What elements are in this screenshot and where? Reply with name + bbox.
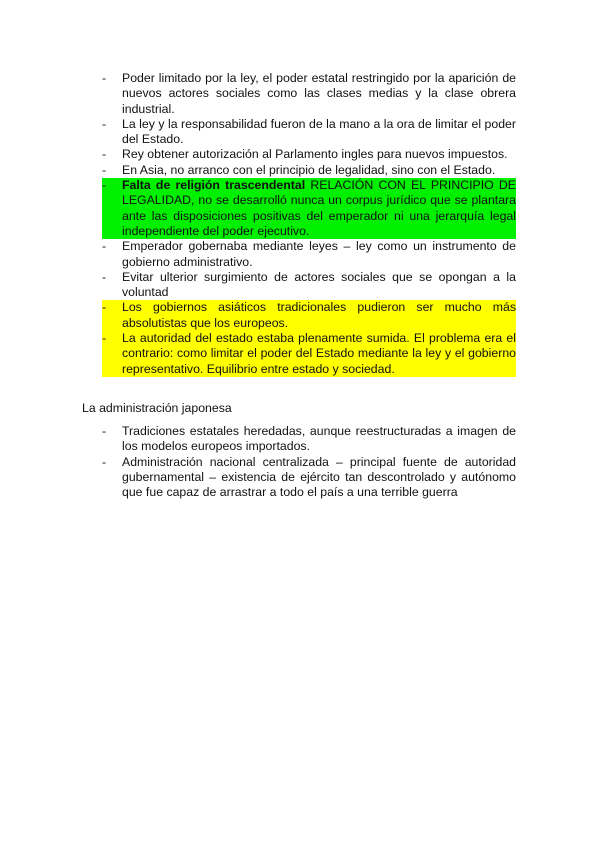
- list-item-text: Emperador gobernaba mediante leyes – ley como un instrumento de gobierno administrativo.: [122, 239, 516, 269]
- list-item-text: Evitar ulterior surgimiento de actores sociales que se opongan a la voluntad: [122, 269, 516, 300]
- list-item-text: La autoridad del estado estaba plenamente sumida. El problema era el contrario: como limitar el poder del Estado mediante la ley y el gobierno representativo. Equilibrio entre estado y sociedad.: [122, 331, 516, 376]
- bullet-dash: -: [102, 147, 107, 162]
- section-heading: La administración japonesa: [82, 401, 232, 415]
- list-item-highlighted-yellow: [102, 300, 516, 331]
- list-item-highlighted-yellow: [102, 331, 516, 377]
- bullet-dash: -: [102, 300, 107, 315]
- list-item-text: Tradiciones estatales heredadas, aunque reestructuradas a imagen de los modelos europeos importados.: [122, 424, 516, 454]
- list-item: [102, 71, 516, 117]
- bullet-dash: -: [102, 424, 107, 438]
- list-item: [102, 163, 516, 178]
- bullet-list-legality: [102, 71, 516, 377]
- list-item-text: RELACIÓN CON EL PRINCIPIO DE LEGALIDAD, no se desarrolló nunca un corpus jurídico que se plantara ante las disposiciones positivas del emperador ni una jerarquía legal independiente del poder ejecutivo.: [122, 178, 516, 238]
- list-item-bold-text: Falta de religión trascendental: [122, 178, 306, 193]
- bullet-dash: -: [102, 71, 107, 85]
- list-item-text: Poder limitado por la ley, el poder estatal restringido por la aparición de nuevos actores sociales como las clases medias y la clase obrera industrial.: [122, 71, 516, 116]
- bullet-dash: -: [102, 162, 107, 177]
- list-item-text: Rey obtener autorización al Parlamento ingles para nuevos impuestos.: [122, 147, 508, 162]
- list-item: [102, 239, 516, 270]
- list-item: [102, 455, 516, 501]
- bullet-dash: -: [102, 331, 107, 346]
- bullet-dash: -: [102, 269, 107, 284]
- bullet-dash: -: [102, 454, 107, 469]
- bullet-dash: -: [102, 116, 107, 131]
- list-item-text: En Asia, no arranco con el principio de legalidad, sino con el Estado.: [122, 162, 496, 177]
- bullet-list-japan: [102, 424, 516, 500]
- bullet-dash: -: [102, 239, 107, 254]
- list-item: [102, 147, 516, 162]
- list-item: [102, 424, 516, 455]
- list-item-highlighted-green: [102, 178, 516, 239]
- list-item-text: La ley y la responsabilidad fueron de la mano a la ora de limitar el poder del Estado.: [122, 116, 516, 147]
- list-item: [102, 117, 516, 148]
- list-item-text: Administración nacional centralizada – principal fuente de autoridad gubernamental – existencia de ejército tan descontrolado y autónomo que fue capaz de arrastrar a todo el país a una terrible guerra: [122, 454, 516, 500]
- list-item-text: Los gobiernos asiáticos tradicionales pudieron ser mucho más absolutistas que los europeos.: [122, 300, 516, 330]
- bullet-dash: -: [102, 178, 107, 193]
- list-item: [102, 270, 516, 301]
